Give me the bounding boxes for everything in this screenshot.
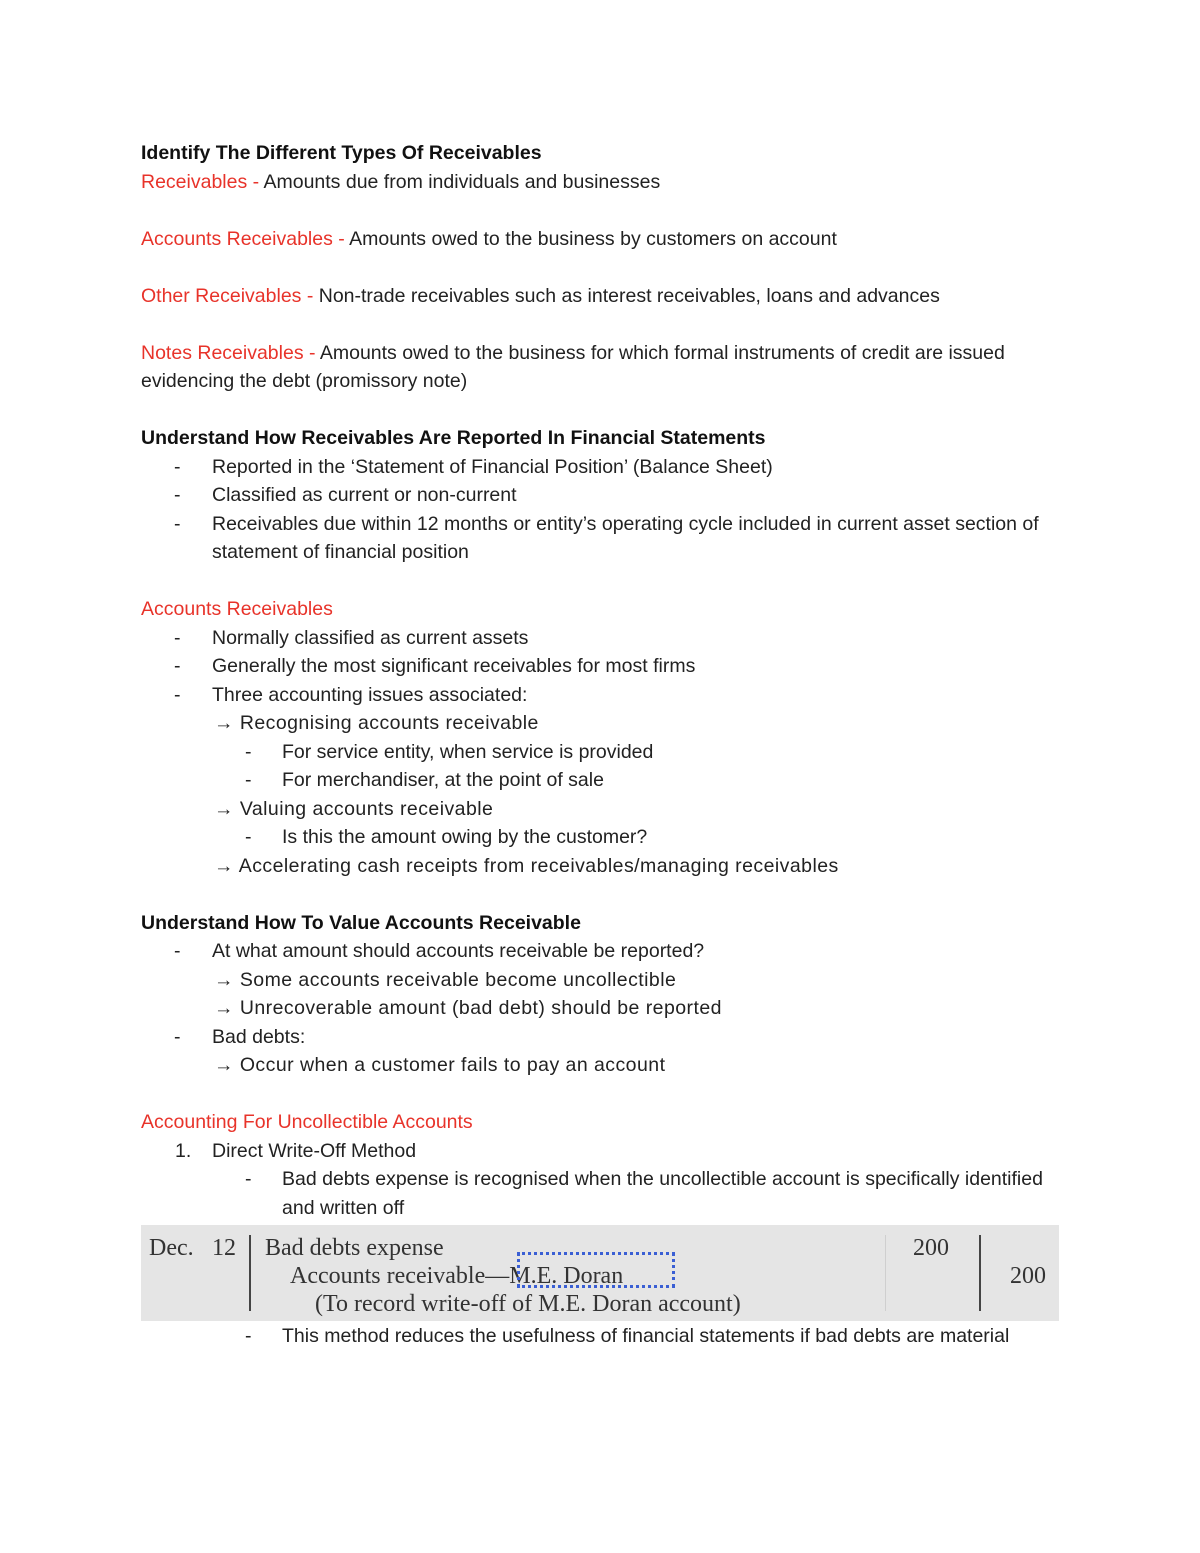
definition-text: Amounts due from individuals and businesses (263, 170, 661, 193)
numbered-item (141, 1137, 1059, 1166)
sub-bullet-item: - This method reduces the usefulness of financial statements if bad debts are material (141, 1322, 1059, 1351)
bullet-item: - Normally classified as current assets (141, 624, 1059, 653)
item-text: Direct Write-Off Method (212, 1139, 417, 1162)
section-heading-types: Identify The Different Types Of Receivables (141, 142, 542, 164)
journal-divider (979, 1235, 981, 1311)
section-heading-accounts-receivables: Accounts Receivables (141, 598, 333, 620)
term: Receivables - (141, 170, 264, 193)
definition-accounts-receivables (141, 225, 1059, 254)
definition-text: Amounts owed to the business by customers on account (349, 227, 837, 250)
section-heading-uncollectible: Accounting For Uncollectible Accounts (141, 1111, 473, 1133)
sub-bullet-item: - For service entity, when service is provided (141, 738, 1059, 767)
journal-description: (To record write-off of M.E. Doran account) (315, 1291, 741, 1317)
item-number: 1. (175, 1139, 192, 1162)
section-heading-valuation: Understand How To Value Accounts Receivable (141, 911, 581, 934)
definition-receivables (141, 168, 1059, 197)
bullet-item: - Bad debts: (141, 1023, 1059, 1052)
bullet-item: - Reported in the ‘Statement of Financial Position’ (Balance Sheet) (141, 453, 1059, 482)
document-page (141, 139, 1059, 1351)
bullet-item: - Generally the most significant receivables for most firms (141, 652, 1059, 681)
arrow-item: → Occur when a customer fails to pay an account (214, 1054, 666, 1076)
journal-credit-amount: 200 (1010, 1263, 1046, 1289)
arrow-item: → Recognising accounts receivable (214, 712, 539, 734)
arrow-item: → Unrecoverable amount (bad debt) should be reported (214, 997, 722, 1019)
journal-day: 12 (212, 1235, 236, 1261)
sub-bullet-item: - Bad debts expense is recognised when the uncollectible account is specifically identified and written off (141, 1165, 1059, 1222)
term: Accounts Receivables - (141, 227, 350, 250)
section-heading-reporting: Understand How Receivables Are Reported In Financial Statements (141, 427, 766, 449)
bullet-item: - Classified as current or non-current (141, 481, 1059, 510)
journal-debit-amount: 200 (913, 1235, 949, 1261)
journal-divider (885, 1235, 886, 1311)
bullet-item: - Receivables due within 12 months or entity’s operating cycle included in current asset section of statement of financial position (141, 510, 1059, 567)
journal-debit-account: Bad debts expense (265, 1235, 444, 1261)
highlight-box (517, 1252, 675, 1288)
bullet-item: - Three accounting issues associated: (141, 681, 1059, 710)
journal-divider (249, 1235, 251, 1311)
bullet-item: - At what amount should accounts receivable be reported? (141, 937, 1059, 966)
journal-date: Dec. (149, 1235, 194, 1261)
sub-bullet-item: - Is this the amount owing by the customer? (141, 823, 1059, 852)
sub-bullet-item: - For merchandiser, at the point of sale (141, 766, 1059, 795)
arrow-item: → Accelerating cash receipts from receivables/managing receivables (214, 854, 839, 877)
definition-other-receivables (141, 282, 1059, 311)
term: Notes Receivables - (141, 341, 320, 364)
definition-text: Amounts owed to the business for which formal instruments of credit are issued evidencing the debt (promissory note) (141, 341, 1005, 392)
definition-text: Non-trade receivables such as interest receivables, loans and advances (318, 284, 940, 307)
definition-notes-receivables (141, 339, 1059, 396)
arrow-item: → Valuing accounts receivable (214, 797, 494, 820)
journal-credit-account: Accounts receivable—M.E. Doran (290, 1263, 624, 1289)
arrow-item: → Some accounts receivable become uncollectible (214, 968, 677, 991)
term: Other Receivables - (141, 284, 319, 307)
journal-entry-image (141, 1225, 1059, 1321)
